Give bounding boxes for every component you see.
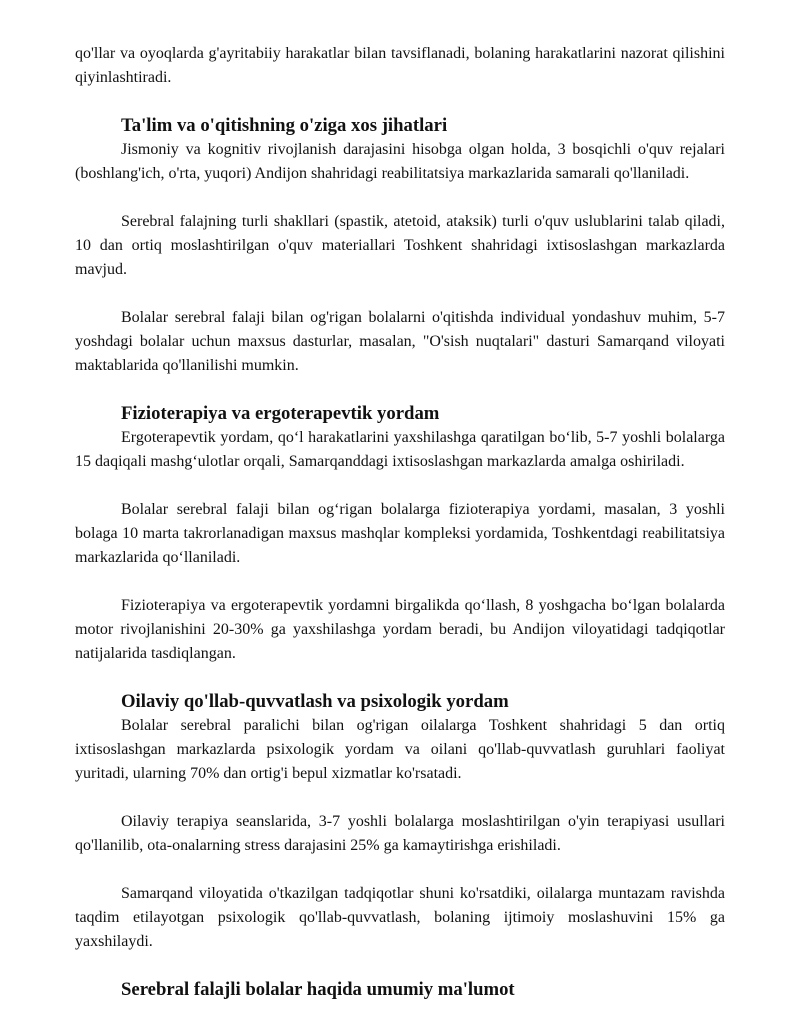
continuation-paragraph: qo'llar va oyoqlarda g'ayritabiiy harakatlar bilan tavsiflanadi, bolaning harakatlarini nazorat qilishini qiyinlashtiradi. xyxy=(75,45,725,86)
section-heading-physiotherapy: Fizioterapiya va ergoterapevtik yordam xyxy=(121,403,440,424)
paragraph: Oilaviy terapiya seanslarida, 3-7 yoshli bolalarga moslashtirilgan o'yin terapiyasi usullari qo'llanilib, ota-onalarning stress darajasini 25% ga kamaytirishga erishiladi. xyxy=(75,813,725,854)
section-heading-family-support: Oilaviy qo'llab-quvvatlash va psixologik yordam xyxy=(121,691,509,712)
paragraph: Jismoniy va kognitiv rivojlanish darajasini hisobga olgan holda, 3 bosqichli o'quv rejalari (boshlang'ich, o'rta, yuqori) Andijon shahridagi reabilitatsiya markazlarida samarali qo'llaniladi. xyxy=(75,141,725,182)
paragraph: Bolalar serebral falaji bilan og‘rigan bolalarga fizioterapiya yordami, masalan, 3 yoshli bolaga 10 marta takrorlanadigan maxsus mashqlar kompleksi yordamida, Toshkentdagi reabilitatsiya markazlarida qo‘llaniladi. xyxy=(75,501,725,566)
paragraph: Serebral falajning turli shakllari (spastik, atetoid, ataksik) turli o'quv uslublarini talab qiladi, 10 dan ortiq moslashtirilgan o'quv materiallari Toshkent shahridagi ixtisoslashgan markazlarda mavjud. xyxy=(75,213,725,278)
paragraph: Samarqand viloyatida o'tkazilgan tadqiqotlar shuni ko'rsatdiki, oilalarga muntazam ravishda taqdim etilayotgan psixologik qo'llab-quvvatlash, bolaning ijtimoiy moslashuvini 15% ga yaxshilaydi. xyxy=(75,885,725,950)
section-heading-education: Ta'lim va o'qitishning o'ziga xos jihatlari xyxy=(121,115,448,136)
paragraph: Fizioterapiya va ergoterapevtik yordamni birgalikda qo‘llash, 8 yoshgacha bo‘lgan bolalarda motor rivojlanishini 20-30% ga yaxshilashga yordam beradi, bu Andijon viloyatidagi tadqiqotlar natijalarida tasdiqlangan. xyxy=(75,597,725,662)
paragraph: Bolalar serebral paralichi bilan og'rigan oilalarga Toshkent shahridagi 5 dan ortiq ixtisoslashgan markazlarda psixologik yordam va oilani qo'llab-quvvatlash guruhlari faoliyat yuritadi, ularning 70% dan ortig'i bepul xizmatlar ko'rsatadi. xyxy=(75,717,725,782)
paragraph: Ergoterapevtik yordam, qo‘l harakatlarini yaxshilashga qaratilgan bo‘lib, 5-7 yoshli bolalarga 15 daqiqali mashg‘ulotlar orqali, Samarqanddagi ixtisoslashgan markazlarda amalga oshiriladi. xyxy=(75,429,725,470)
section-heading-general-info: Serebral falajli bolalar haqida umumiy ma'lumot xyxy=(121,979,515,1000)
paragraph: Bolalar serebral falaji bilan og'rigan bolalarni o'qitishda individual yondashuv muhim, 5-7 yoshdagi bolalar uchun maxsus dasturlar, masalan, "O'sish nuqtalari" dasturi Samarqand viloyati maktablarida qo'llanilishi mumkin. xyxy=(75,309,725,374)
